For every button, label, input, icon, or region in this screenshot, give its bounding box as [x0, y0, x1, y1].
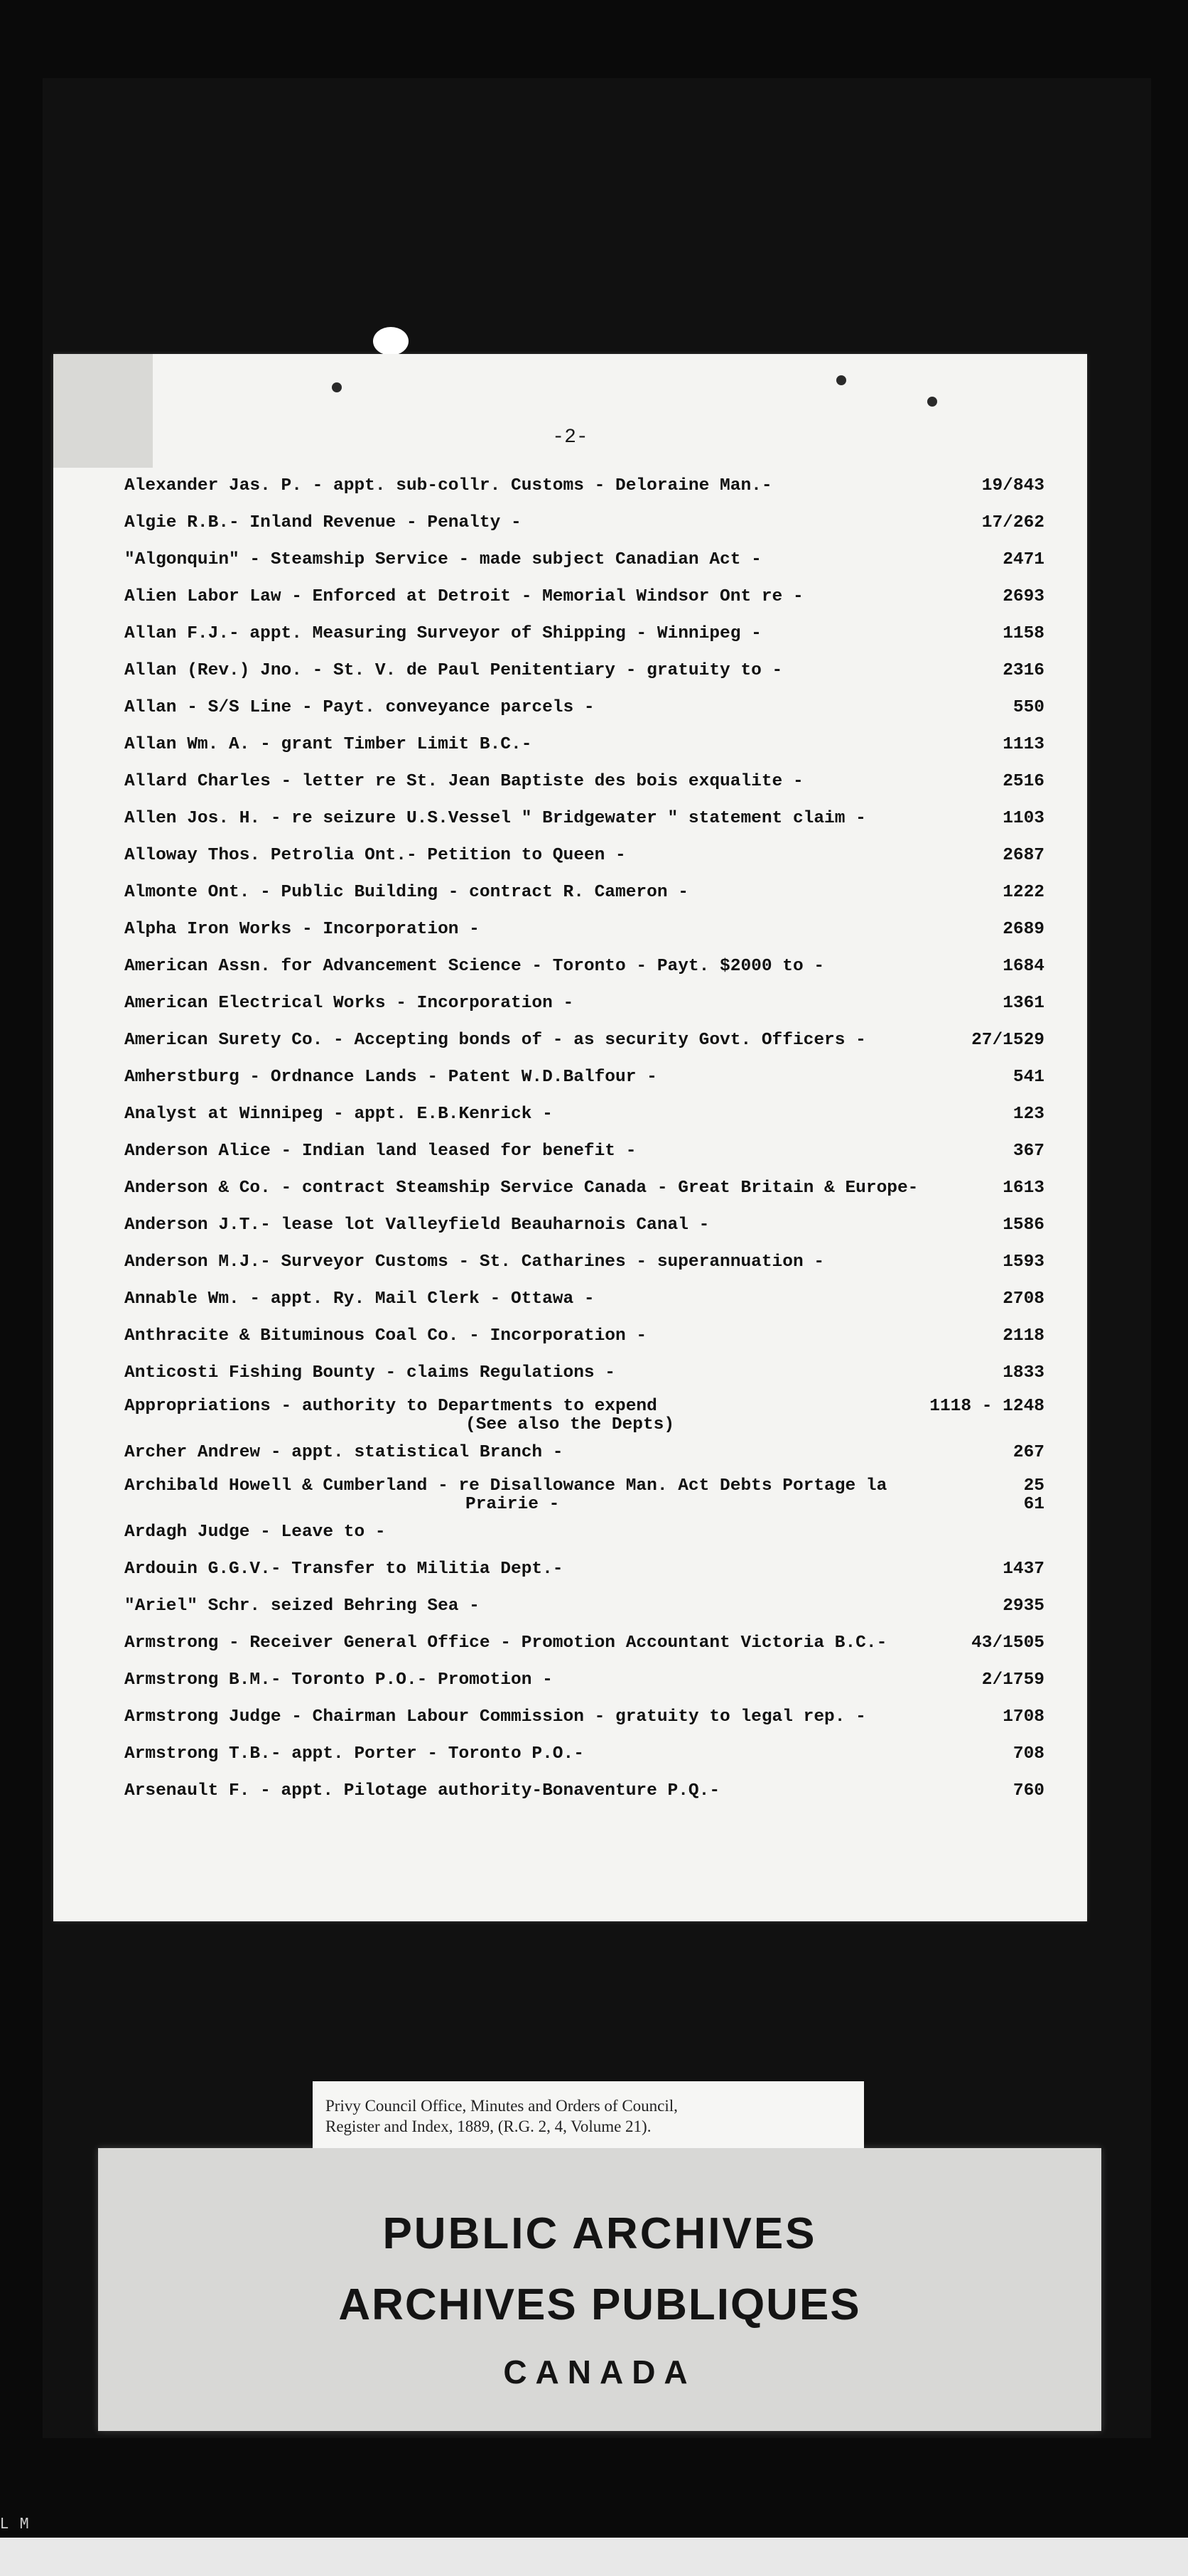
entry-text	[124, 1318, 995, 1355]
index-entry	[124, 1625, 1044, 1662]
entry-number	[1003, 837, 1044, 874]
entry-number	[1003, 1588, 1044, 1625]
entry-text	[124, 1355, 995, 1392]
entry-subject: Almonte Ont. - Public Building - contract R. Cameron -	[124, 883, 688, 902]
entry-subject: American Electrical Works - Incorporation -	[124, 994, 574, 1013]
entry-number-value: 1437	[1003, 1560, 1044, 1579]
entry-number-value: 1684	[1003, 957, 1044, 976]
entry-number	[971, 1625, 1044, 1662]
index-entry	[124, 1434, 1044, 1471]
binder-hole	[927, 397, 937, 407]
entry-number	[1003, 1170, 1044, 1207]
entry-subject: Allan (Rev.) Jno. - St. V. de Paul Penitentiary - gratuity to -	[124, 661, 783, 680]
index-entry	[124, 1244, 1044, 1281]
entry-text	[124, 726, 995, 763]
entry-subject: Archibald Howell & Cumberland - re Disallowance Man. Act Debts Portage la	[124, 1476, 887, 1496]
index-entry	[124, 579, 1044, 616]
index-entry	[124, 1588, 1044, 1625]
stamp-line-public-archives: PUBLIC ARCHIVES	[382, 2209, 817, 2258]
light-glare	[373, 327, 409, 355]
binder-hole	[332, 382, 342, 392]
entry-number-value: 1222	[1003, 883, 1044, 902]
entry-number-value: 708	[1012, 1744, 1044, 1764]
entry-subject: Appropriations - authority to Departments to expend	[124, 1397, 657, 1416]
index-entry	[124, 1471, 1044, 1514]
entry-text	[124, 1551, 995, 1588]
entry-subject: American Surety Co. - Accepting bonds of - as security Govt. Officers -	[124, 1031, 866, 1050]
entry-number	[1003, 616, 1044, 653]
entry-number	[1003, 1244, 1044, 1281]
entry-text	[124, 1736, 1006, 1773]
entry-number-value: 2471	[1003, 550, 1044, 569]
entry-number	[1003, 800, 1044, 837]
entry-text	[124, 1096, 1006, 1133]
entry-text	[124, 1434, 1006, 1471]
index-entry	[124, 1022, 1044, 1059]
entry-number	[929, 1392, 1044, 1416]
entry-subject: Anderson Alice - Indian land leased for benefit -	[124, 1142, 637, 1161]
entry-text	[124, 542, 995, 579]
entry-number-value: 43/1505	[971, 1633, 1044, 1653]
entry-subject: Allan F.J.- appt. Measuring Surveyor of Shipping - Winnipeg -	[124, 624, 762, 643]
entry-number	[1013, 1773, 1044, 1810]
entry-subject: Alexander Jas. P. - appt. sub-collr. Customs - Deloraine Man.-	[124, 476, 772, 495]
archives-stamp	[98, 2148, 1101, 2431]
entry-text	[124, 579, 995, 616]
entry-text	[124, 505, 975, 542]
entry-subject: Allen Jos. H. - re seizure U.S.Vessel " Bridgewater " statement claim -	[124, 809, 866, 828]
index-entry	[124, 837, 1044, 874]
entry-number	[1013, 1096, 1044, 1133]
index-entry	[124, 911, 1044, 948]
entry-number	[1003, 726, 1044, 763]
entry-number	[1003, 1551, 1044, 1588]
entry-number	[1003, 1699, 1044, 1736]
index-entry	[124, 1096, 1044, 1133]
bottom-strip	[0, 2538, 1188, 2576]
entry-number	[1013, 1133, 1044, 1170]
entry-number-value: 1118 - 1248	[929, 1397, 1044, 1416]
entry-subject: American Assn. for Advancement Science - Toronto - Payt. $2000 to -	[124, 957, 825, 976]
entry-subject: Armstrong B.M.- Toronto P.O.- Promotion -	[124, 1670, 553, 1690]
index-entry	[124, 1773, 1044, 1810]
entry-number	[1003, 1355, 1044, 1392]
entry-number	[1013, 1736, 1044, 1773]
index-entry	[124, 1059, 1044, 1096]
entry-number-value: 1158	[1003, 624, 1044, 643]
entry-number-value: 2708	[1003, 1289, 1044, 1309]
entry-number-value: 17/262	[981, 513, 1044, 532]
index-entry	[124, 1207, 1044, 1244]
entry-number	[982, 468, 1044, 505]
entry-number-value: 550	[1012, 698, 1044, 717]
entry-subject: Analyst at Winnipeg - appt. E.B.Kenrick -	[124, 1105, 553, 1124]
entry-number	[1013, 689, 1044, 726]
page-corner-tab	[53, 354, 153, 468]
entry-text	[124, 1059, 1006, 1096]
entry-subject: Ardagh Judge - Leave to -	[124, 1523, 386, 1542]
index-page	[53, 354, 1087, 1921]
entry-text	[124, 1170, 995, 1207]
entry-number-value: 2/1759	[981, 1670, 1044, 1690]
entry-subject: Archer Andrew - appt. statistical Branch -	[124, 1443, 563, 1462]
entry-subject: Armstrong Judge - Chairman Labour Commission - gratuity to legal rep. -	[124, 1707, 866, 1727]
entry-text	[124, 948, 995, 985]
entry-number-value: 760	[1012, 1781, 1044, 1800]
index-entry	[124, 763, 1044, 800]
entry-number	[1003, 1207, 1044, 1244]
entry-subject: Algie R.B.- Inland Revenue - Penalty -	[124, 513, 522, 532]
index-entry	[124, 726, 1044, 763]
entry-number	[982, 1662, 1044, 1699]
entry-number	[971, 1022, 1044, 1059]
index-entries	[124, 468, 1044, 1810]
entry-number-value: 19/843	[981, 476, 1044, 495]
entry-number-value: 2316	[1003, 661, 1044, 680]
index-entry	[124, 800, 1044, 837]
entry-number-value: 61	[1023, 1495, 1044, 1514]
source-caption	[313, 2081, 864, 2154]
entry-text	[124, 1392, 922, 1434]
index-entry	[124, 1736, 1044, 1773]
entry-number-value: 267	[1012, 1443, 1044, 1462]
entry-text	[124, 689, 1006, 726]
entry-subject: Anthracite & Bituminous Coal Co. - Incorporation -	[124, 1326, 647, 1346]
caption-line: Privy Council Office, Minutes and Orders of Council,	[325, 2097, 678, 2115]
entry-text	[124, 616, 995, 653]
entry-text	[124, 653, 995, 689]
stamp-line-canada: CANADA	[503, 2354, 696, 2390]
index-entry	[124, 874, 1044, 911]
entry-number	[1003, 763, 1044, 800]
entry-number	[1013, 1434, 1044, 1471]
index-entry	[124, 1318, 1044, 1355]
entry-subject: Amherstburg - Ordnance Lands - Patent W.D.Balfour -	[124, 1068, 657, 1087]
entry-text	[124, 837, 995, 874]
entry-number-value: 123	[1012, 1105, 1044, 1124]
entry-number	[1003, 653, 1044, 689]
entry-text	[124, 1022, 964, 1059]
entry-subject: Armstrong T.B.- appt. Porter - Toronto P.O.-	[124, 1744, 584, 1764]
entry-number-value: 1833	[1003, 1363, 1044, 1383]
entry-number-value: 1708	[1003, 1707, 1044, 1727]
entry-text	[124, 874, 995, 911]
entry-subject: Anderson & Co. - contract Steamship Service Canada - Great Britain & Europe-	[124, 1179, 919, 1198]
entry-number-value: 2516	[1003, 772, 1044, 791]
entry-subject: Allan - S/S Line - Payt. conveyance parcels -	[124, 698, 595, 717]
entry-text	[124, 1133, 1006, 1170]
entry-number-value: 1361	[1003, 994, 1044, 1013]
index-entry	[124, 468, 1044, 505]
entry-subject: Ardouin G.G.V.- Transfer to Militia Dept.-	[124, 1560, 563, 1579]
index-entry	[124, 1514, 1044, 1551]
entry-text	[124, 1588, 995, 1625]
entry-text	[124, 911, 995, 948]
entry-number-value: 541	[1012, 1068, 1044, 1087]
entry-number	[1024, 1471, 1044, 1514]
entry-number-value: 2118	[1003, 1326, 1044, 1346]
index-entry	[124, 948, 1044, 985]
entry-text	[124, 1514, 1037, 1551]
index-entry	[124, 1281, 1044, 1318]
entry-number	[1003, 985, 1044, 1022]
entry-number	[1013, 1059, 1044, 1096]
entry-number	[982, 505, 1044, 542]
entry-number	[1003, 1281, 1044, 1318]
entry-number	[1003, 948, 1044, 985]
entry-number-value: 1103	[1003, 809, 1044, 828]
index-entry	[124, 653, 1044, 689]
entry-text	[124, 1244, 995, 1281]
entry-subject: Annable Wm. - appt. Ry. Mail Clerk - Ottawa -	[124, 1289, 595, 1309]
index-entry	[124, 1170, 1044, 1207]
entry-subject: "Algonquin" - Steamship Service - made subject Canadian Act -	[124, 550, 762, 569]
entry-subject: "Ariel" Schr. seized Behring Sea -	[124, 1596, 480, 1616]
index-entry	[124, 1662, 1044, 1699]
page-number: -2-	[552, 426, 588, 449]
entry-number-value: 2689	[1003, 920, 1044, 939]
entry-subject: Allard Charles - letter re St. Jean Baptiste des bois exqualite -	[124, 772, 804, 791]
index-entry	[124, 985, 1044, 1022]
entry-subject: Allan Wm. A. - grant Timber Limit B.C.-	[124, 735, 532, 754]
entry-number-value: 1593	[1003, 1252, 1044, 1272]
entry-subject: Arsenault F. - appt. Pilotage authority-Bonaventure P.Q.-	[124, 1781, 720, 1800]
entry-number-value: 2693	[1003, 587, 1044, 606]
index-entry	[124, 1133, 1044, 1170]
entry-text	[124, 1773, 1006, 1810]
entry-subject: Anderson M.J.- Surveyor Customs - St. Catharines - superannuation -	[124, 1252, 825, 1272]
entry-number-value: 2687	[1003, 846, 1044, 865]
entry-subject: Alpha Iron Works - Incorporation -	[124, 920, 480, 939]
index-entry	[124, 1551, 1044, 1588]
entry-subject: Anderson J.T.- lease lot Valleyfield Beauharnois Canal -	[124, 1215, 710, 1235]
entry-text	[124, 1207, 995, 1244]
index-entry	[124, 1355, 1044, 1392]
caption-line: Register and Index, 1889, (R.G. 2, 4, Volume 21).	[325, 2118, 652, 2135]
entry-text	[124, 800, 995, 837]
entry-subject: Armstrong - Receiver General Office - Promotion Accountant Victoria B.C.-	[124, 1633, 887, 1653]
index-entry	[124, 505, 1044, 542]
entry-text	[124, 468, 975, 505]
entry-number-value: 2935	[1003, 1596, 1044, 1616]
entry-number-value: 1613	[1003, 1179, 1044, 1198]
index-entry	[124, 616, 1044, 653]
index-entry	[124, 1392, 1044, 1434]
entry-note: Prairie -	[465, 1495, 560, 1514]
entry-text	[124, 1699, 995, 1736]
entry-text	[124, 1625, 964, 1662]
entry-number	[1003, 542, 1044, 579]
entry-number	[1003, 874, 1044, 911]
entry-text	[124, 985, 995, 1022]
entry-number-value: 25	[1023, 1476, 1044, 1496]
entry-text	[124, 763, 995, 800]
entry-note: (See also the Depts)	[465, 1415, 675, 1434]
index-entry	[124, 689, 1044, 726]
entry-number-value: 1586	[1003, 1215, 1044, 1235]
entry-number	[1003, 579, 1044, 616]
stamp-line-archives-publiques: ARCHIVES PUBLIQUES	[338, 2280, 861, 2329]
entry-subject: Alien Labor Law - Enforced at Detroit - Memorial Windsor Ont re -	[124, 587, 804, 606]
entry-text	[124, 1281, 995, 1318]
entry-text	[124, 1662, 975, 1699]
entry-number	[1003, 911, 1044, 948]
entry-subject: Anticosti Fishing Bounty - claims Regulations -	[124, 1363, 616, 1383]
index-entry	[124, 542, 1044, 579]
entry-number	[1003, 1318, 1044, 1355]
entry-number-value: 27/1529	[971, 1031, 1044, 1050]
entry-text	[124, 1471, 1017, 1514]
entry-number-value: 1113	[1003, 735, 1044, 754]
entry-number-value: 367	[1012, 1142, 1044, 1161]
binder-hole	[836, 375, 846, 385]
entry-subject: Alloway Thos. Petrolia Ont.- Petition to Queen -	[124, 846, 626, 865]
index-entry	[124, 1699, 1044, 1736]
reel-mark: L M	[0, 2515, 31, 2532]
